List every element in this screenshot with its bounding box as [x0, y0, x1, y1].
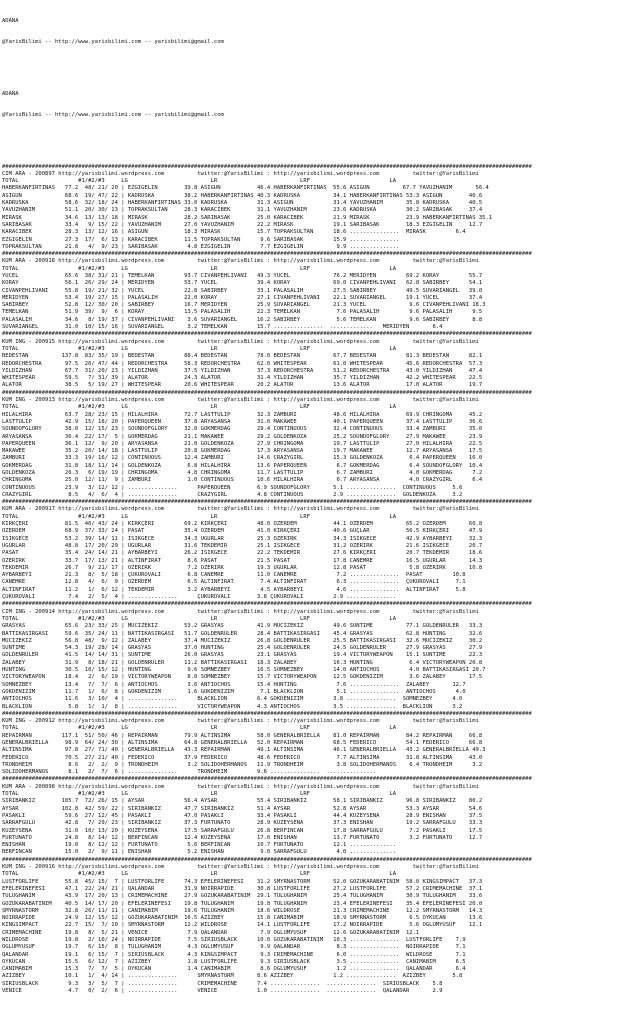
table-row: KINGSIMPACT 22.7 15/ 7/ 10 | SMYRNASTORM 12.2 WILDROSE 14.1 LUSTFORLIFE 17.2 NOIRRAPIDE 5.6 OGLUMYUSUF 12.1: [2, 922, 483, 929]
table-row: HILALHIRA 63.7 28/ 23/ 15 | HILALHIRA 72.7 LASTTULIP 32.3 ZAMBURI 48.6 HILALHIRA 69.9 CHRINGOMA 45.2: [2, 411, 483, 418]
table-row: MERIDYEN 53.4 19/ 27/ 15 | PALASALIH 22.0 KORAY 27.1 CIVANPEHLIVANI 22.1 SÜVARIANGEL 19.1 YÜCEL 37.4: [2, 294, 483, 301]
column-header: TOTAL #1/#2/#3 LG LR LRF LA: [2, 345, 397, 352]
table-row: CONTINUOUS 23.9 3/ 12/ 12 | ............... PAPERQUEEN 6.9 SOUNDOFGLORY 5.1 ............... CONTINUOUS 5.6: [2, 484, 463, 491]
table-row: PALASALIH 34.6 8/ 19/ 37 | CIVANPEHLIVANI 3.6 SÜVARIANGEL 16.2 SABIRBEY 5.6 TEMELKAN 9.6 SABIRBEY 8.8: [2, 316, 483, 323]
table-row: EFELERINEFESI 47.1 22/ 24/ 21 | QALANDAR 31.9 NOIRRAPIDE 30.8 LUSTFORLIFE 27.2 LUSTFORLIFE 57.2 CRIMEMACHINE 37.1: [2, 885, 483, 892]
table-row: CRIMEMACHINE 19.8 8/ 5/ 21 | VENICE 7.9 QALANDAR 7.9 OGLUMYUSUF 12.6 GÖZÜKARABATINIM 12.1: [2, 929, 420, 936]
table-row: BEDESTAN 137.8 83/ 35/ 19 | BEDESTAN 88.4 BEDESTAN 78.0 BEDESTAN 67.7 BEDESTAN 81.3 BEDESTAN 82.1: [2, 353, 483, 360]
doc-contact-repeat: @YarisBilimi -- http://www.yarisbilimi.com -- yarisbilimi@gmail.com: [2, 112, 224, 119]
table-row: YAVUZHANIM 51.1 20/ 30/ 13 | TOPRAKSULTAN 28.3 KARACIBEK 31.1 YAVUZHANIM 23.6 KADRUSKA 30.2 SARIBASAK 37.4: [2, 207, 483, 214]
table-row: EZGIGELIN 27.3 17/ 6/ 13 | KARACIBEK 11.5 TOPRAKSULTAN 9.6 SARIBASAK 15.9 ...............: [2, 236, 400, 243]
separator-line: ################################################################################################################################################################: [2, 776, 532, 783]
table-row: LASTTULIP 42.9 15/ 18/ 20 | PAPERQUEEN 37.8 ARYASANSA 31.0 MAKAWEE 40.1 PAPERQUEEN 37.4 LASTTULIP 36.6: [2, 418, 483, 425]
table-row: VICTORYWEAPON 18.4 2/ 6/ 19 | VICTORYWEAPON 8.0 SÖMNEZBEY 15.7 VICTORYWEAPON 12.5 GÖKDENIZIM 3.6 ZALABEY 17.5: [2, 674, 483, 681]
table-row: ALATOR 38.5 5/ 19/ 27 | WHITESPEAR 20.6 WHITESPEAR 20.2 ALATOR 13.6 ALATOR 17.0 ALATOR 19.7: [2, 382, 483, 389]
table-row: ENISHAN 19.0 8/ 12/ 12 | FURTUNATO 5.6 BERFINCAN 10.7 FURTUNATO 12.1 ..............: [2, 842, 397, 849]
table-row: SIRIBANKIZ 105.7 72/ 26/ 15 | AYSAR 56.4 AYSAR 55.4 SIRIBANKIZ 58.1 SIRIBANKIZ 96.8 SIRIBANKIZ 80.2: [2, 798, 483, 805]
table-row: ALTINSIMA 97.8 27/ 71/ 40 | GENERALBRIELLA 43.3 REPAIRMAN 49.1 ALTINSIMA 46.1 GENERALBRIELLA 43.2 GENERALBRIELLA 49.3: [2, 747, 486, 754]
table-row: ASIGÜN 68.6 19/ 47/ 22 | KADRUSKA 38.2 HABERKANFIRTINAS 40.3 KADRUSKA 34.1 HABERKANFIRTINAS 53.3 ASIGÜN 40.6: [2, 192, 483, 199]
table-row: SÖMNEZBEY 13.4 7/ 7/ 6 | ANTIOCHOS 3.6 ANTIOCHOS 15.4 HUNTING 7.6 ............... ZALABEY 12.7: [2, 681, 466, 688]
separator-line: ################################################################################################################################################################: [2, 710, 532, 717]
table-row: ÖZERDEM 68.9 37/ 33/ 24 | PASAT 35.4 ÖZERDEM 41.0 KIRKÇERI 40.6 GUÇLAR 56.5 KIRKÇERI 47.9: [2, 528, 483, 535]
table-row: CHRINGOMA 25.0 12/ 11/ 9 | ZAMBURI 1.0 CONTINUOUS 10.6 HILALHIRA 6.7 ARYASANSA 4.0 CRAZYGIRL 6.4: [2, 477, 483, 484]
table-row: YILDIZHAN 67.7 31/ 20/ 23 | YILDIZHAN 37.5 YILDIZHAN 37.3 REDORCHESTRA 51.2 REDORCHESTRA 43.0 YILDIZHAN 47.4: [2, 367, 483, 374]
table-row: NOIRRAPIDE 24.9 12/ 15/ 12 | GÖZÜKARABATINIM 16.5 AZIZBEY 15.8 CANIMABIM 18.9 SMYRNASTORM 6.5 ÖYKÜCAN 13.6: [2, 915, 483, 922]
table-row: FURTUNATO 24.8 8/ 14/ 12 | BERFINCAN 12.4 KUZEYSENA 17.0 ENISHAN 13.7 FURTUNATO 3.2 FURTUNATO 12.7: [2, 834, 483, 841]
table-row: ALTINFIRAT 11.2 1/ 6/ 12 | TEKDEMIR 3.2 AYBARBEYI 4.5 AYBARBEYI 4.6 ............... ALTINFIRAT 5.8: [2, 586, 466, 593]
table-row: OGLUMYUSUF 19.7 6/ 15/ 8 | TULUGHANIM 4.3 OGLUMYUSUF 9.9 QALANDAR 8.3 ............... NOIRRAPIDE 7.1: [2, 944, 466, 951]
table-row: CIVANPEHLIVANI 55.8 19/ 21/ 32 | YÜCEL 22.8 SABIRBEY 33.1 PALASALIH 27.5 SABIRBEY 49.5 SÜVARIANGEL 39.0: [2, 287, 483, 294]
table-row: ANTIOCHOS 11.6 3/ 10/ 4 | ............... BLACKLION 6.4 GÖKDENIZIM 3.8 ............... SÖMNEZBEY 4.0: [2, 696, 463, 703]
table-row: ISIKGECE 53.2 39/ 14/ 11 | ISIKGECE 34.3 UGURLAR 25.3 ÖZERIRK 34.3 ISIKGECE 42.9 AYBARBEYI 32.3: [2, 535, 483, 542]
table-row: REDORCHESTRA 97.5 26/ 47/ 44 | REDORCHESTRA 58.3 REDORCHESTRA 62.0 WHITESPEAR 61.0 WHITESPEAR 45.6 REDORCHESTRA 57.3: [2, 360, 483, 367]
table-row: WILDROSE 19.8 2/ 10/ 24 | NOIRRAPIDE 7.5 SIRIUSBLACK 10.0 GÖZÜKARABATINIM 10.3 ............... LUSTFORLIFE 7.9: [2, 937, 466, 943]
column-header: TOTAL #1/#2/#3 LG LR LRF LA: [2, 404, 397, 411]
table-row: TRONDHEIM 8.6 2/ 2/ 9 | TRONDHEIM 3.2 SOLIDOHERMANOS 11.9 TRONDHEIM 3.8 SOLIDOHERMANOS 6.4 TRONDHEIM 3.2: [2, 761, 483, 768]
race-title: KUM ARA - 200918 http://yarisbilimi.wordpress.com twitter:@YarisBilimi : http://yarisbilimi.wordpress.com twitter:@YarisBilimi: [2, 258, 479, 265]
table-row: HABERKANFIRTINAS 77.2 48/ 21/ 20 | EZGIGELIN 39.8 ASIGÜN 46.4 HABERKANFIRTINAS 55.6 ASIGÜN 67.7 YAVUZHANIM 56.4: [2, 185, 489, 192]
race-title: KUM ARA - 200917 http://yarisbilimi.wordpress.com twitter:@YarisBilimi : http://yarisbilimi.wordpress.com twitter:@YarisBilimi: [2, 506, 479, 513]
table-row: WHITESPEAR 59.5 7/ 31/ 39 | ALATOR 24.3 ALATOR 31.4 YILDIZHAN 35.7 YILDIZHAN 42.2 WHITESPEAR 22.5: [2, 375, 483, 382]
table-row: BERFINCAN 15.0 2/ 9/ 11 | ENISHAN 5.2 ENISHAN 9.0 SARRAFGÜLÜ 4.0 ..............: [2, 849, 397, 856]
race-title: KUM ARA - 200898 http://yarisbilimi.wordpress.com twitter:@YarisBilimi : http://yarisbilimi.wordpress.com twitter:@YarisBilimi: [2, 783, 479, 790]
table-row: GOLDENKOZA 26.3 6/ 19/ 19 | CHRINGOMA 4.8 CHRINGOMA 11.7 LASTTULIP 6.7 ZAMBURI 4.0 GÖKMERDAG 7.2: [2, 470, 483, 476]
table-row: VENICE 4.7 0/ 2/ 6 | ............... VENICE 1.0 ............... ............... QALANDAR 2.9: [2, 988, 443, 995]
race-title: CIM ING - 200914 http://yarisbilimi.wordpress.com twitter:@YarisBilimi : http://yarisbilimi.wordpress.com twitter:@YarisBilimi: [2, 608, 479, 615]
column-header: TOTAL #1/#2/#3 LG LR LRF LA: [2, 513, 397, 520]
table-row: CRAZYGIRL 8.5 4/ 6/ 4 | ............... CRAZYGIRL 4.8 CONTINUOUS 2.9 ............... GOLDENKOZA 3.2: [2, 491, 463, 498]
table-row: SABIRBEY 52.8 12/ 30/ 20 | SABIRBEY 16.7 MERIDYEN 25.9 SÜVARIANGEL 21.3 YÜCEL 9.6 CIVANPEHLIVANI 18.3: [2, 302, 486, 309]
table-row: SARRAFGÜLÜ 42.8 7/ 29/ 23 | SIRIBANKIZ 37.3 FURTUNATO 28.9 KUZEYSENA 37.3 ENISHAN 19.2 SARRAFGÜLÜ 33.3: [2, 820, 483, 827]
table-row: KUZEYSENA 31.0 10/ 13/ 20 | KUZEYSENA 17.5 SARRAFGÜLÜ 26.8 BERFINCAN 17.8 SARRAFGÜLÜ 7.2 PASAKLI 17.5: [2, 827, 483, 834]
table-row: GÖZÜKARABATINIM 40.5 14/ 17/ 20 | EFELERINEFESI 19.8 TULUGHANIM 19.8 TULUGHANIM 23.4 EFELERINEFESI 35.4 EFELERINEFESI 20.0: [2, 900, 483, 907]
spacer: [2, 134, 641, 149]
doc-contact: @YarisBilimi -- http://www.yarisbilimi.com -- yarisbilimi@gmail.com: [2, 39, 224, 46]
table-row: SARIBASAK 33.4 9/ 15/ 22 | YAVUZHANIM 27.0 YAVUZHANIM 22.2 MIRASK 19.1 SARIBASAK 18.3 EZGIGELIN 12.7: [2, 221, 483, 228]
table-row: GÖKMERDAG 31.8 18/ 11/ 14 | GOLDENKOZA 6.8 HILALHIRA 13.6 PAPERQUEEN 6.7 GÖKMERDAG 6.4 SOUNDOFGLORY 10.4: [2, 462, 483, 469]
column-header: TOTAL #1/#2/#3 LG LR LRF LA: [2, 265, 397, 272]
table-row: BLACKLION 5.8 1/ 1/ 8 | ............... VICTORYWEAPON 4.3 ANTIOCHOS 3.5 ............... BLACKLION 3.2: [2, 703, 463, 710]
document: [2, 3, 641, 1003]
column-header: TOTAL #1/#2/#3 LG LR LRF LA: [2, 615, 397, 622]
doc-city-repeat: ADANA: [2, 90, 19, 97]
table-row: GENERALBRIELLA 98.9 64/ 24/ 30 | ALTINSIMA 64.8 GENERALBRIELLA 52.0 REPAIRMAN 68.5 FEDERICO 54.1 FEDERICO 66.8: [2, 739, 483, 746]
table-row: AYSAR 102.8 42/ 59/ 22 | SIRIBANKIZ 47.7 SIRIBANKIZ 51.4 AYSAR 52.8 AYSAR 53.3 AYSAR 54.6: [2, 805, 483, 812]
separator-line: ################################################################################################################################################################: [2, 163, 532, 170]
separator-line: ################################################################################################################################################################: [2, 251, 532, 258]
race-title: KUM ING - 200915 http://yarisbilimi.wordpress.com twitter:@YarisBilimi : http://yarisbilimi.wordpress.com twitter:@YarisBilimi: [2, 338, 479, 345]
table-row: SÜVARIANGEL 31.0 10/ 15/ 16 | SÜVARIANGEL 3.2 TEMELKAN 15.7 ............... ............. MERIDYEN 6.4: [2, 324, 443, 331]
table-row: AZIZBEY 10.1 1/ 4/ 14 | ............... SMYRNASTORM 8.6 AZIZBEY 1.2 ............... AZIZBEY 5.8: [2, 973, 463, 980]
race-title: KUM ING - 200912 http://yarisbilimi.wordpress.com twitter:@YarisBilimi : http://yarisbilimi.wordpress.com twitter:@YarisBilimi: [2, 718, 479, 725]
separator-line: ################################################################################################################################################################: [2, 601, 532, 608]
separator-line: ################################################################################################################################################################: [2, 856, 532, 863]
race-title: KUM ING - 200916 http://yarisbilimi.wordpress.com twitter:@YarisBilimi : http://yarisbilimi.wordpress.com twitter:@YarisBilimi: [2, 864, 479, 871]
separator-line: ################################################################################################################################################################: [2, 499, 532, 506]
table-row: BATTIKASIRGASI 59.6 35/ 24/ 11 | BATTIKASIRGASI 51.7 GOLDENRULER 28.4 BATTIKASIRGASI 45.4 GRASYAS 62.8 HUNTING 32.6: [2, 630, 483, 637]
table-row: SOLIDOHERMANOS 8.1 2/ 7/ 6 | ............... TRONDHEIM 9.6 ............... ...............: [2, 769, 377, 776]
table-row: KADRUSKA 58.6 32/ 18/ 24 | HABERKANFIRTINAS 33.0 KADRUSKA 31.3 ASIGÜN 31.4 YAVUZHANIM 35.8 KADRUSKA 40.5: [2, 200, 483, 207]
table-row: PAPERQUEEN 36.1 12/ 9/ 20 | ARYASANSA 21.0 GOLDENKOZA 27.9 CHRINGOMA 19.7 LASTTULIP 27.0 HILALHIRA 22.5: [2, 440, 483, 447]
table-row: UGURLAR 48.8 17/ 20/ 29 | UGURLAR 31.6 TEKDEMIR 25.1 ISIKGECE 31.2 ÖZERIRK 21.6 ISIKGECE 20.7: [2, 542, 483, 549]
table-row: ZALABEY 31.9 8/ 18/ 21 | GOLDENRULER 11.2 BATTIKASIRGASI 18.3 ZALABEY 16.3 HUNTING 6.4 VICTORYWEAPON 20.8: [2, 659, 483, 666]
table-row: ARYASANSA 36.4 22/ 17/ 5 | GÖKMERDAG 21.1 MAKAWEE 29.2 GOLDENKOZA 25.2 SOUNDOFGLORY 27.9 MAKAWEE 23.9: [2, 433, 483, 440]
table-row: AYBARBEYI 21.3 8/ 5/ 18 | ÇUKUROVALI 6.8 CANEMRE 11.0 CANEMRE 7.2 ............... PASAT 10.8: [2, 572, 466, 579]
table-row: HUNTING 30.5 10/ 15/ 12 | HUNTING 9.6 SÖMNEZBEY 16.5 SÖMNEZBEY 14.0 ANTIOCHOS 4.0 BATTIKASIRGASI 20.7: [2, 667, 486, 674]
table-row: GÖKDENIZIM 11.7 1/ 6/ 8 | GÖKDENIZIM 1.6 GÖKDENIZIM 7.1 BLACKLION 5.1 ............... ANTIOCHOS 4.0: [2, 688, 466, 695]
table-row: KARACIBEK 28.3 13/ 12/ 16 | ASIGÜN 18.3 MIRASK 15.7 TOPRAKSULTAN 18.6 ............... MIRASK 6.4: [2, 229, 466, 236]
table-row: ÖYKÜCAN 15.5 6/ 12/ 7 | AZIZBEY 1.8 LUSTFORLIFE 9.3 SIRIUSBLACK 3.5 ............... CANIMABIM 6.5: [2, 958, 466, 965]
table-row: ÇUKUROVALI 7.4 2/ 5/ 4 | ............... ÇUKUROVALI 3.8 ÇUKUROVALI 2.9 ...............: [2, 594, 397, 601]
table-row: SMYRNASTORM 32.8 26/ 11/ 11 | CANIMABIM 19.6 TULUGHANIM 18.6 WILDROSE 21.3 CRIMEMACHINE 12.2 SMYRNASTORM 14.3: [2, 907, 483, 914]
table-row: MUCIZEKIZ 56.8 48/ 9/ 12 | ZALABEY 37.4 MUCIZEKIZ 26.8 GOLDENRULER 25.5 BATTIKASIRGASI 32.6 MUCIZEKIZ 30.2: [2, 637, 483, 644]
table-row: SIRIUSBLACK 9.3 3/ 5/ 7 | ............... CRIMEMACHINE 7.4 ............... ............... SIRIUSBLACK 5.8: [2, 980, 443, 987]
race-title: KUM ING - 200913 http://yarisbilimi.wordpress.com twitter:@YarisBilimi : http://yarisbilimi.wordpress.com twitter:@YarisBilimi: [2, 397, 479, 404]
table-row: PASAKLI 59.6 27/ 12/ 45 | PASAKLI 47.0 PASAKLI 33.4 PASAKLI 44.4 KUZEYSENA 28.9 ENISHAN 37.5: [2, 812, 483, 819]
column-header: TOTAL #1/#2/#3 LG LR LRF LA: [2, 791, 397, 798]
table-row: ZAMBURI 33.3 19/ 16/ 12 | CONTINUOUS 12.4 ZAMBURI 14.6 CRAZYGIRL 15.3 GOLDENKOZA 6.4 PAPERQUEEN 16.0: [2, 455, 483, 462]
table-row: CANIMABIM 15.3 7/ 7/ 5 | ÖYKÜCAN 1.4 CANIMABIM 8.6 OGLUMYUSUF 1.2 ............... QALANDAR 6.4: [2, 966, 466, 973]
table-row: LUSTFORLIFE 55.8 45/ 15/ 7 | LUSTFORLIFE 74.3 EFELERINEFESI 31.2 SMYRNASTORM 52.0 GÖZÜKARABATINIM 58.0 KINGSIMPACT 37.3: [2, 878, 483, 885]
race-blocks: [2, 164, 641, 996]
column-header: TOTAL #1/#2/#3 LG LR LRF LA: [2, 178, 397, 185]
table-row: FEDERICO 70.5 27/ 21/ 40 | FEDERICO 37.9 FEDERICO 48.6 FEDERICO 7.7 ALTINSIMA 31.8 ALTINSIMA 43.0: [2, 754, 483, 761]
table-row: CANEMRE 12.8 4/ 6/ 9 | ÖZERDEM 6.5 ALTINFIRAT 7.4 ALTINFIRAT 6.3 ............... ÇUKUROVALI 7.1: [2, 579, 466, 586]
race-title: CIM ARA - 200897 http://yarisbilimi.wordpress.com twitter:@YarisBilimi : http://yarisbilimi.wordpress.com twitter:@YarisBilimi: [2, 170, 479, 177]
table-row: YÜCEL 65.6 38/ 31/ 21 | TEMELKAN 93.7 CIVANPEHLIVANI 49.3 YÜCEL 76.2 MERIDYEN 69.2 KORAY 55.7: [2, 272, 483, 279]
table-row: TOPRAKSULTAN 21.8 4/ 9/ 23 | SARIBASAK 4.8 EZGIGELIN 7.7 EZGIGELIN 9.9 ...............: [2, 243, 400, 250]
table-row: MAKAWEE 35.2 20/ 14/ 18 | LASTTULIP 20.8 GÖKMERDAG 17.3 ARYASANSA 19.7 MAKAWEE 12.7 ARYASANSA 17.5: [2, 448, 483, 455]
spacer: [2, 61, 641, 76]
separator-line: ################################################################################################################################################################: [2, 331, 532, 338]
table-row: PASAT 35.4 24/ 14/ 21 | AYBARBEYI 26.2 ISIKGECE 22.2 TEKDEMIR 27.6 KIRKÇERI 20.7 TEKDEMIR 18.6: [2, 550, 483, 557]
table-row: SUNTIME 54.3 19/ 28/ 14 | GRASYAS 37.0 HUNTING 25.4 GOLDENRULER 24.5 GOLDENRULER 27.9 GRASYAS 27.9: [2, 645, 483, 652]
table-row: ÖZERIRK 33.7 17/ 13/ 21 | ALTINFIRAT 8.6 PASAT 21.5 PASAT 17.8 CANEMRE 16.5 UGURLAR 14.3: [2, 557, 483, 564]
table-row: KORAY 56.1 26/ 29/ 24 | MERIDYEN 53.7 YÜCEL 39.4 KORAY 69.0 CIVANPEHLIVANI 62.8 SABIRBEY 54.1: [2, 280, 483, 287]
column-header: TOTAL #1/#2/#3 LG LR LRF LA: [2, 725, 397, 732]
table-row: KIRKÇERI 81.5 46/ 43/ 24 | KIRKÇERI 69.2 KIRKÇERI 48.0 ÖZERDEM 44.1 ÖZERDEM 65.2 ÖZERDEM 60.8: [2, 521, 483, 528]
table-row: REPAIRMAN 117.1 51/ 50/ 46 | REPAIRMAN 79.9 ALTINSIMA 58.0 GENERALBRIELLA 81.0 REPAIRMAN 84.2 REPAIRMAN 66.8: [2, 732, 483, 739]
column-header: TOTAL #1/#2/#3 LG LR LRF LA: [2, 871, 397, 878]
table-row: TEKDEMIR 26.7 9/ 21/ 17 | ÖZERIRK 7.2 ÖZERIRK 19.3 UGURLAR 12.8 PASAT 5.8 ÖZERIRK 10.8: [2, 564, 483, 571]
table-row: TULUGHANIM 43.9 17/ 20/ 13 | CRIMEMACHINE 27.9 GÖZÜKARABATINIM 29.1 TULUGHANIM 25.4 TULUGHANIM 30.9 TULUGHANIM 33.6: [2, 893, 483, 900]
separator-line: ################################################################################################################################################################: [2, 389, 532, 396]
doc-city: ADANA: [2, 17, 19, 24]
table-row: SOUNDOFGLORY 38.0 12/ 15/ 23 | SOUNDOFGLORY 32.0 GÖKMERDAG 29.4 CONTINUOUS 32.4 CONTINUOUS 33.4 ZAMBURI 35.0: [2, 426, 483, 433]
table-row: QALANDAR 19.1 6/ 15/ 7 | SIRIUSBLACK 4.3 KINGSIMPACT 9.3 CRIMEMACHINE 6.0 ............... WILDROSE 7.1: [2, 951, 466, 958]
table-row: GRASYAS 65.6 23/ 33/ 25 | MUCIZEKIZ 53.2 GRASYAS 41.9 MUCIZEKIZ 49.6 SUNTIME 77.1 GOLDENRULER 33.3: [2, 623, 483, 630]
table-row: TEMELKAN 51.9 39/ 9/ 6 | KORAY 13.5 PALASALIH 22.3 TEMELKAN 7.6 PALASALIH 9.6 PALASALIH 9.5: [2, 309, 483, 316]
table-row: GOLDENRULER 41.5 14/ 14/ 31 | SUNTIME 26.0 GRASYAS 23.1 GRASYAS 19.4 VICTORYWEAPON 15.1 SUNTIME 22.3: [2, 652, 483, 659]
table-row: MIRASK 34.6 13/ 13/ 18 | MIRASK 28.2 SARIBASAK 25.0 KARACIBEK 21.9 MIRASK 23.9 HABERKANFIRTINAS 35.1: [2, 214, 493, 221]
